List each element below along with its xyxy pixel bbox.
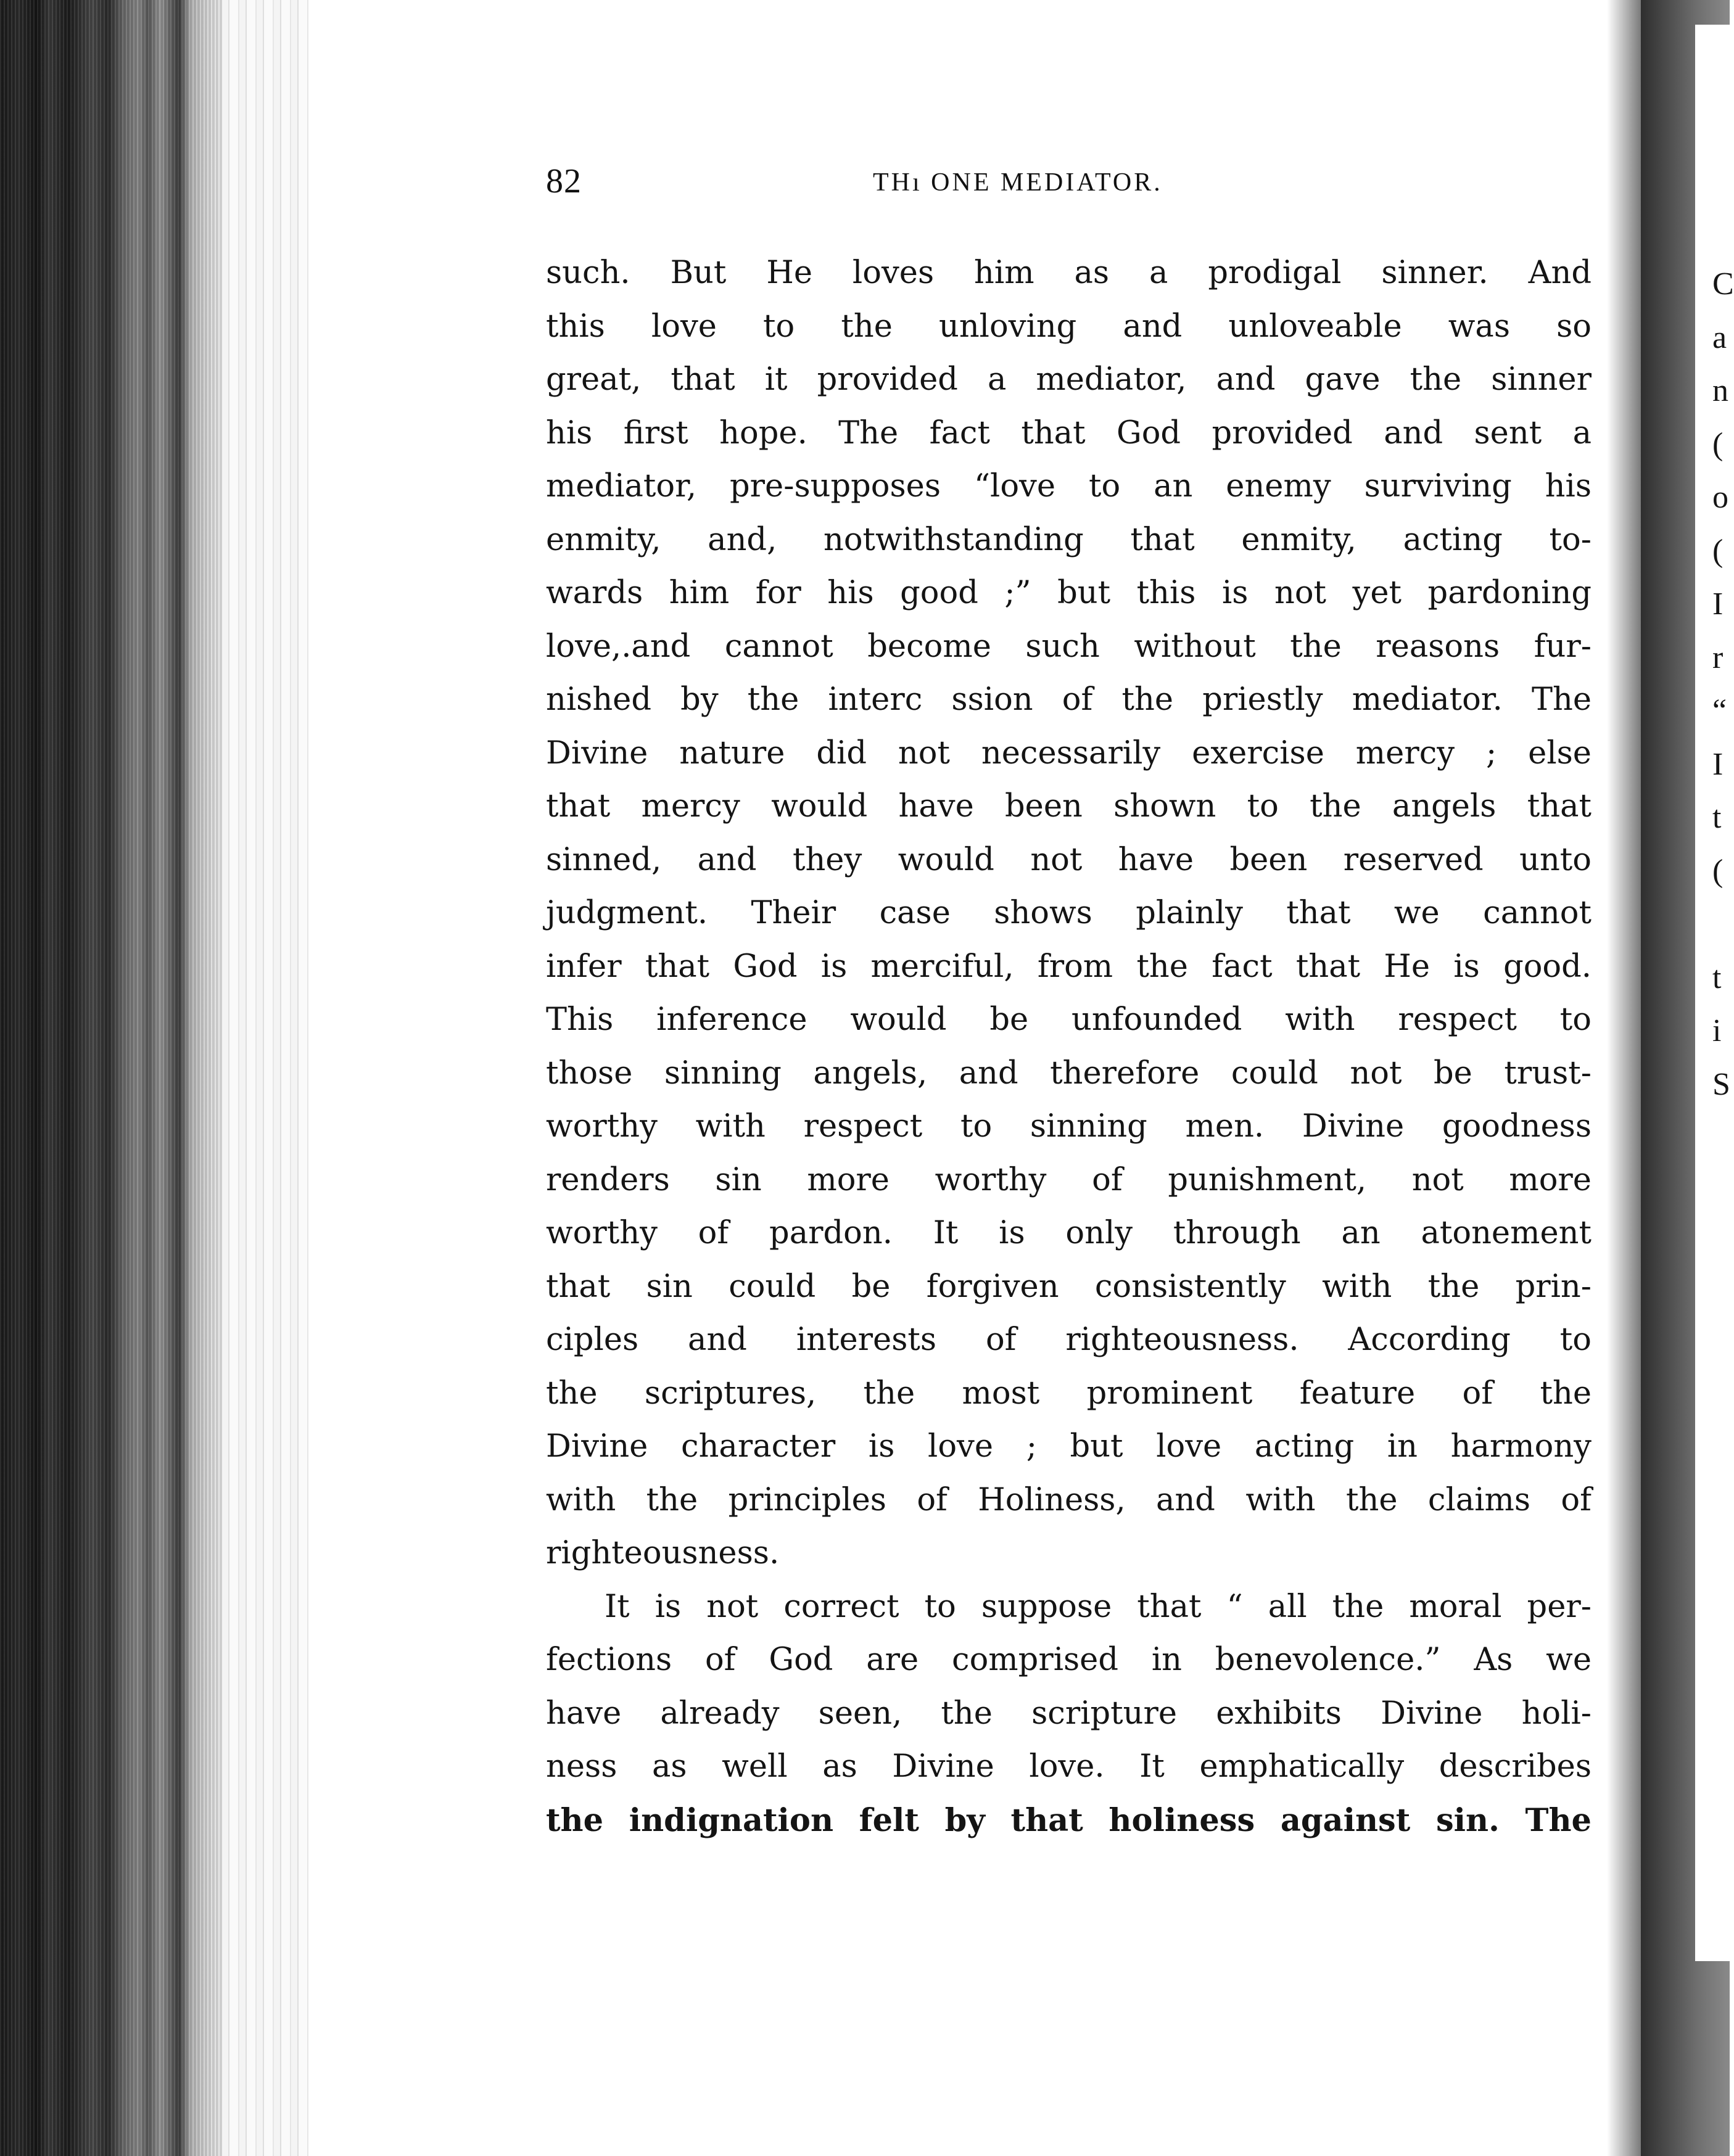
facing-fragment: “ bbox=[1712, 693, 1727, 728]
text-line: Divine character is love ; but love acting in harmony bbox=[546, 1428, 1592, 1465]
facing-fragment: r bbox=[1712, 640, 1724, 675]
facing-fragment: i bbox=[1712, 1013, 1722, 1048]
text-line: have already seen, the scripture exhibits Divine holi- bbox=[546, 1695, 1592, 1732]
page-stack-edge bbox=[222, 0, 308, 2156]
text-line: mediator, pre-supposes “love to an enemy surviving his bbox=[546, 468, 1592, 504]
text-line: It is not correct to suppose that “ all the moral per- bbox=[605, 1588, 1592, 1625]
paragraph-2 bbox=[546, 1581, 1592, 1848]
text-line: wards him for his good ;” but this is not yet pardoning bbox=[546, 575, 1592, 611]
text-line: his first hope. The fact that God provided and sent a bbox=[546, 414, 1592, 451]
facing-fragment: o bbox=[1712, 480, 1728, 515]
facing-fragment: ( bbox=[1712, 533, 1724, 569]
text-line: the indignation felt by that holiness against sin. The bbox=[546, 1801, 1592, 1839]
text-line: righteousness. bbox=[546, 1535, 780, 1571]
text-line: this love to the unloving and unloveable was so bbox=[546, 308, 1592, 345]
text-line: that mercy would have been shown to the angels that bbox=[546, 788, 1592, 825]
running-title: THı ONE MEDIATOR. bbox=[873, 168, 1163, 197]
text-line: ness as well as Divine love. It emphatically describes bbox=[546, 1748, 1592, 1785]
facing-fragment: ( bbox=[1712, 853, 1724, 889]
text-line: enmity, and, notwithstanding that enmity, acting to- bbox=[546, 521, 1592, 558]
facing-fragment: n bbox=[1712, 373, 1728, 408]
text-line: infer that God is merciful, from the fact that He is good. bbox=[546, 948, 1592, 985]
text-line: Divine nature did not necessarily exercise mercy ; else bbox=[546, 734, 1592, 771]
facing-fragment: S bbox=[1712, 1066, 1730, 1102]
facing-fragment: t bbox=[1712, 800, 1722, 835]
facing-fragment: C bbox=[1712, 266, 1734, 302]
text-line: worthy with respect to sinning men. Divine goodness bbox=[546, 1108, 1592, 1145]
text-line: judgment. Their case shows plainly that we cannot bbox=[546, 895, 1592, 931]
text-line: This inference would be unfounded with respect to bbox=[546, 1002, 1592, 1038]
text-line: fections of God are comprised in benevolence.” As we bbox=[546, 1642, 1592, 1678]
text-line: sinned, and they would not have been reserved unto bbox=[546, 841, 1592, 878]
text-line: great, that it provided a mediator, and gave the sinner bbox=[546, 361, 1592, 398]
body-text bbox=[546, 247, 1592, 1847]
running-head bbox=[546, 162, 1255, 208]
text-line: ciples and interests of righteousness. According to bbox=[546, 1322, 1592, 1358]
gutter-shadow bbox=[1607, 0, 1641, 2156]
text-line: worthy of pardon. It is only through an atonement bbox=[546, 1215, 1592, 1251]
text-line: that sin could be forgiven consistently with the prin- bbox=[546, 1268, 1592, 1305]
text-line: nished by the interc ssion of the priestly mediator. The bbox=[546, 681, 1592, 718]
paragraph-1 bbox=[546, 247, 1592, 1581]
page-number: 82 bbox=[546, 162, 582, 200]
facing-fragment: ( bbox=[1712, 426, 1724, 462]
facing-fragment bbox=[1712, 898, 1730, 952]
text-line: such. But He loves him as a prodigal sinner. And bbox=[546, 255, 1592, 291]
facing-fragment: a bbox=[1712, 319, 1727, 355]
text-line: the scriptures, the most prominent feature of the bbox=[546, 1375, 1592, 1412]
facing-fragment: t bbox=[1712, 960, 1722, 995]
text-line: those sinning angels, and therefore could not be trust- bbox=[546, 1055, 1592, 1092]
facing-fragment: I bbox=[1712, 746, 1724, 782]
facing-fragment: I bbox=[1712, 586, 1724, 622]
text-line: with the principles of Holiness, and with the claims of bbox=[546, 1481, 1592, 1518]
text-line: renders sin more worthy of punishment, not more bbox=[546, 1161, 1592, 1198]
text-line: love,.and cannot become such without the reasons fur- bbox=[546, 628, 1592, 665]
facing-page-fragments bbox=[1712, 258, 1734, 1111]
book-left-edge bbox=[0, 0, 222, 2156]
